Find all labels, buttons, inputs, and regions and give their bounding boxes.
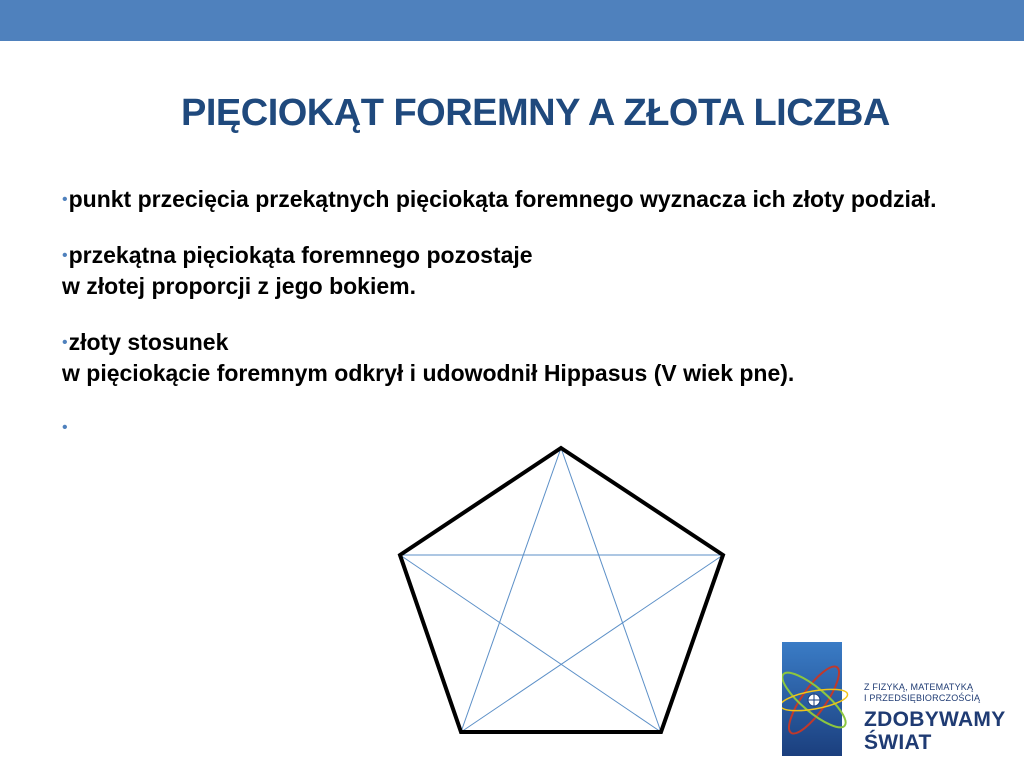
bullet-dot-icon: •: [62, 334, 68, 351]
bullet-dot-icon: •: [62, 419, 68, 436]
diagonal-4: [400, 555, 661, 732]
bullet-item-empty: [62, 412, 982, 443]
bullet-item: [62, 240, 982, 302]
top-band: [0, 0, 1024, 41]
diagonal-2: [561, 448, 661, 732]
logo-brand: [864, 708, 1024, 754]
logo-tagline-line-2: I PRZEDSIĘBIORCZOŚCIĄ: [864, 693, 981, 703]
logo-tagline-line-1: Z FIZYKĄ, MATEMATYKĄ: [864, 682, 974, 692]
bullet-text-line-2: w złotej proporcji z jego bokiem.: [62, 273, 416, 299]
diagonal-5: [461, 555, 723, 732]
logo-emblem-icon: [782, 642, 858, 756]
project-logo: [770, 624, 1024, 768]
bullet-item: [62, 327, 982, 389]
pentagon-diagram: [390, 440, 730, 740]
logo-brand-line-1: ZDOBYWAMY: [864, 708, 1006, 731]
bullet-item: [62, 184, 982, 215]
pentagon-outline: [400, 448, 723, 732]
bullet-dot-icon: •: [62, 191, 68, 208]
bullet-dot-icon: •: [62, 247, 68, 264]
diagonal-1: [461, 448, 561, 732]
bullet-list: [62, 184, 982, 468]
logo-tagline: [864, 682, 1024, 704]
bullet-text-line-1: złoty stosunek: [68, 329, 229, 355]
slide-title: PIĘCIOKĄT FOREMNY A ZŁOTA LICZBA: [181, 92, 890, 134]
bullet-text: punkt przecięcia przekątnych pięciokąta foremnego wyznacza ich złoty podział.: [68, 186, 937, 212]
bullet-text-line-1: przekątna pięciokąta foremnego pozostaje: [68, 242, 533, 268]
logo-brand-line-2: ŚWIAT: [864, 731, 932, 754]
bullet-text-line-2: w pięciokącie foremnym odkrył i udowodnił Hippasus (V wiek pne).: [62, 360, 795, 386]
